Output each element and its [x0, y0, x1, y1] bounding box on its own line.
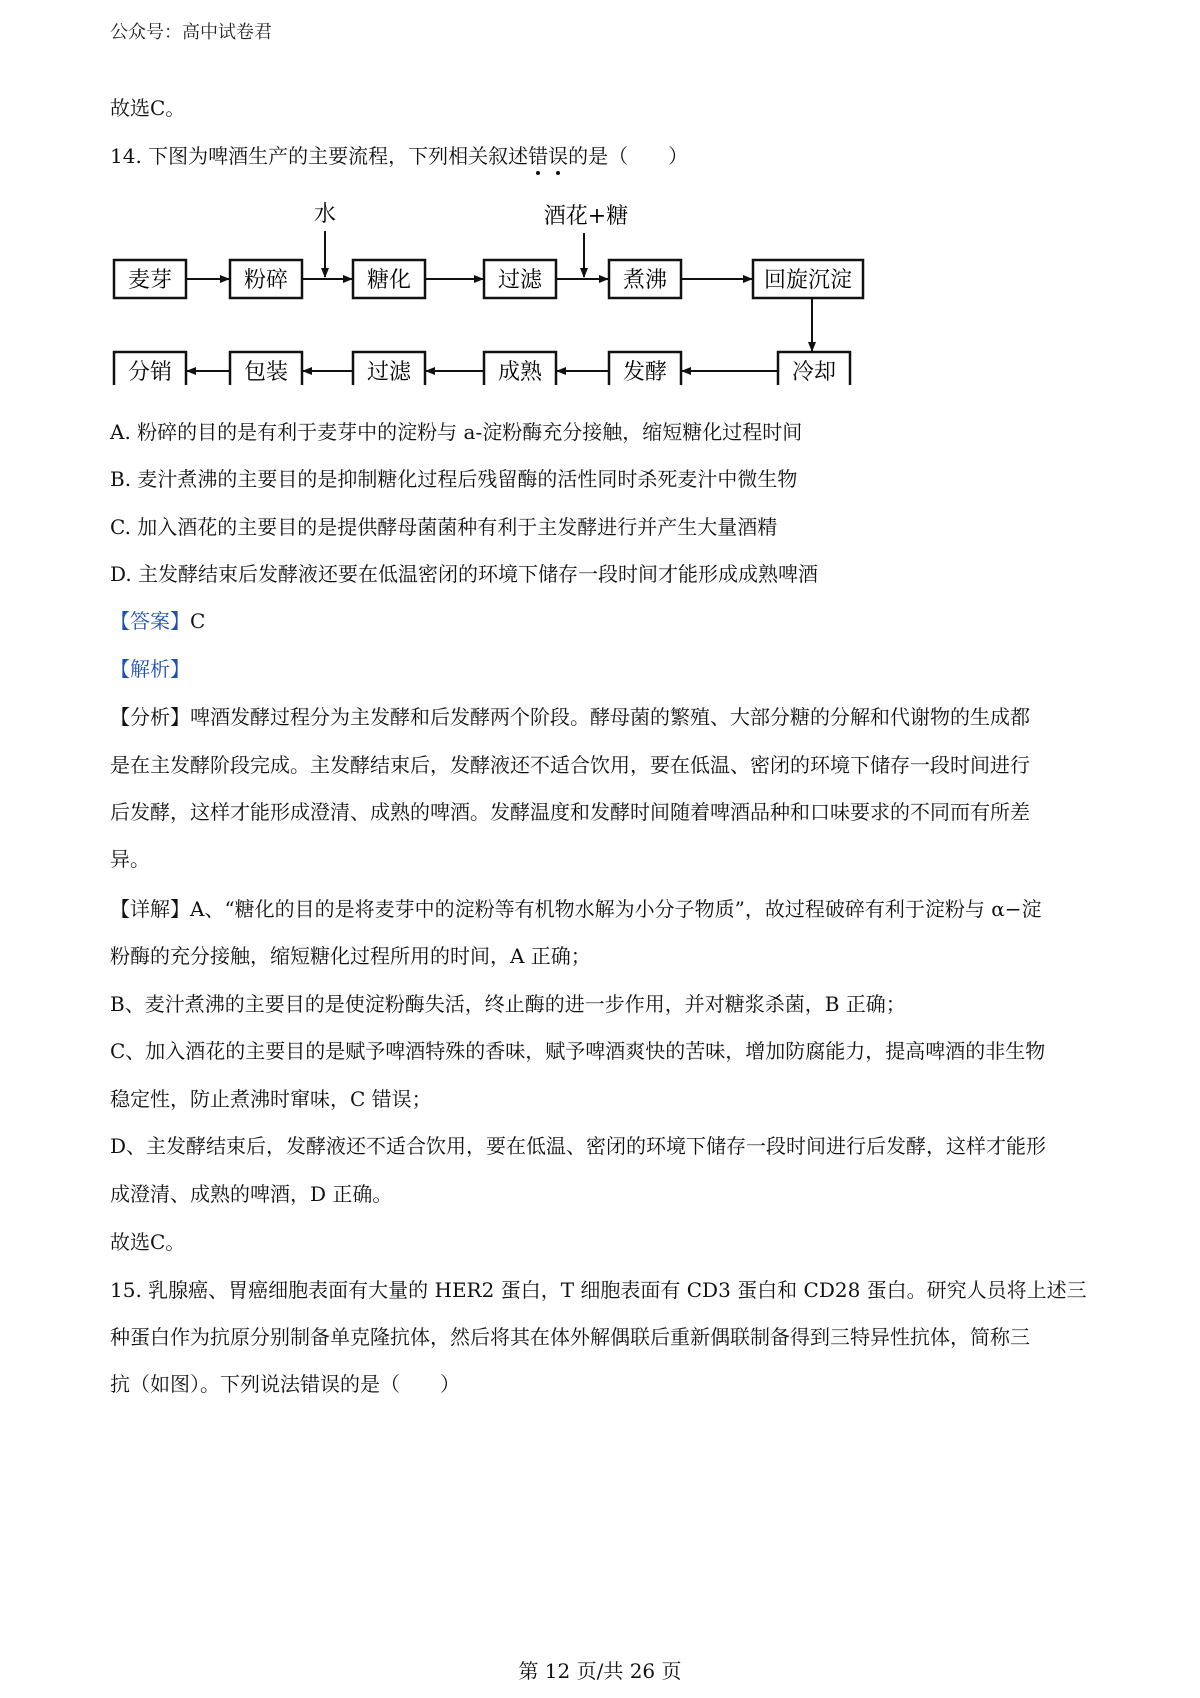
question-14-stem [110, 142, 688, 170]
stem-text-before: 14. 下图为啤酒生产的主要流程，下列相关叙述 [110, 144, 529, 168]
option-a: A. 粉碎的目的是有利于麦芽中的淀粉与 a-淀粉酶充分接触，缩短糖化过程时间 [110, 420, 803, 444]
detail-line-2: 粉酶的充分接触，缩短糖化过程所用的时间，A 正确； [110, 944, 591, 968]
flow-label-whirlpool: 回旋沉淀 [763, 268, 853, 293]
stem-emphasis-2: 误 [548, 144, 569, 168]
flow-input-water-label: 水 [313, 202, 337, 227]
option-c: C. 加入酒花的主要目的是提供酵母菌菌种有利于主发酵进行并产生大量酒精 [110, 515, 778, 539]
analysis-line-4: 异。 [110, 847, 150, 871]
answer-value: C [190, 609, 206, 633]
flow-label-maturation: 成熟 [497, 360, 543, 385]
question-15-line-1: 15. 乳腺癌、胃癌细胞表面有大量的 HER2 蛋白，T 细胞表面有 CD3 蛋白和 CD28 蛋白。研究人员将上述三 [110, 1278, 1087, 1302]
answer-label: 【答案】 [110, 609, 190, 633]
flow-label-boiling: 煮沸 [622, 268, 668, 293]
flow-label-saccharification: 糖化 [366, 268, 412, 293]
question-15-line-2: 种蛋白作为抗原分别制备单克隆抗体，然后将其在体外解偶联后重新偶联制备得到三特异性抗体，简称三 [110, 1325, 1030, 1349]
flow-input-hops-label: 酒花+糖 [543, 204, 629, 229]
page-header: 公众号：高中试卷君 [110, 22, 272, 43]
flow-label-fermentation: 发酵 [622, 360, 668, 385]
answer-line [110, 607, 205, 635]
analysis-line-2: 是在主发酵阶段完成。主发酵结束后，发酵液还不适合饮用，要在低温、密闭的环境下储存一段时间进行 [110, 753, 1030, 777]
flow-label-filtration-2: 过滤 [366, 360, 412, 385]
option-d: D. 主发酵结束后发酵液还要在低温密闭的环境下储存一段时间才能形成成熟啤酒 [110, 562, 819, 586]
analysis-line-1: 【分析】啤酒发酵过程分为主发酵和后发酵两个阶段。酵母菌的繁殖、大部分糖的分解和代谢物的生成都 [110, 705, 1030, 729]
analysis-label: 【解析】 [110, 657, 190, 681]
option-b: B. 麦汁煮沸的主要目的是抑制糖化过程后残留酶的活性同时杀死麦汁中微生物 [110, 467, 798, 491]
page-footer: 第 12 页/共 26 页 [518, 1659, 682, 1683]
detail-line-1: 【详解】A、“糖化的目的是将麦芽中的淀粉等有机物水解为小分子物质”，故过程破碎有利于淀粉与 α−淀 [110, 897, 1042, 921]
stem-emphasis-1: 错 [528, 144, 549, 168]
flow-label-malt: 麦芽 [127, 268, 173, 293]
flow-label-filtration-1: 过滤 [497, 268, 543, 293]
detail-line-7: 成澄清、成熟的啤酒，D 正确。 [110, 1182, 393, 1206]
beer-process-flow-diagram [0, 185, 1200, 385]
previous-answer-conclusion: 故选C。 [110, 96, 186, 120]
stem-text-after: 的是（ ） [568, 144, 689, 168]
flow-label-cooling: 冷却 [791, 360, 837, 385]
detail-line-6: D、主发酵结束后，发酵液还不适合饮用，要在低温、密闭的环境下储存一段时间进行后发酵，这样才能形 [110, 1134, 1047, 1158]
flow-label-crushing: 粉碎 [243, 268, 289, 293]
detail-line-5: 稳定性，防止煮沸时窜味，C 错误； [110, 1087, 432, 1111]
question-15-line-3: 抗（如图）。下列说法错误的是（ ） [110, 1372, 460, 1396]
analysis-line-3: 后发酵，这样才能形成澄清、成熟的啤酒。发酵温度和发酵时间随着啤酒品种和口味要求的不同而有所差 [110, 800, 1030, 824]
detail-line-4: C、加入酒花的主要目的是赋予啤酒特殊的香味，赋予啤酒爽快的苦味，增加防腐能力，提高啤酒的非生物 [110, 1039, 1046, 1063]
flow-label-packaging: 包装 [243, 360, 289, 385]
flow-label-distribution: 分销 [127, 360, 173, 385]
detail-line-3: B、麦汁煮沸的主要目的是使淀粉酶失活，终止酶的进一步作用，并对糖浆杀菌，B 正确； [110, 992, 906, 1016]
question-14-conclusion: 故选C。 [110, 1230, 186, 1254]
